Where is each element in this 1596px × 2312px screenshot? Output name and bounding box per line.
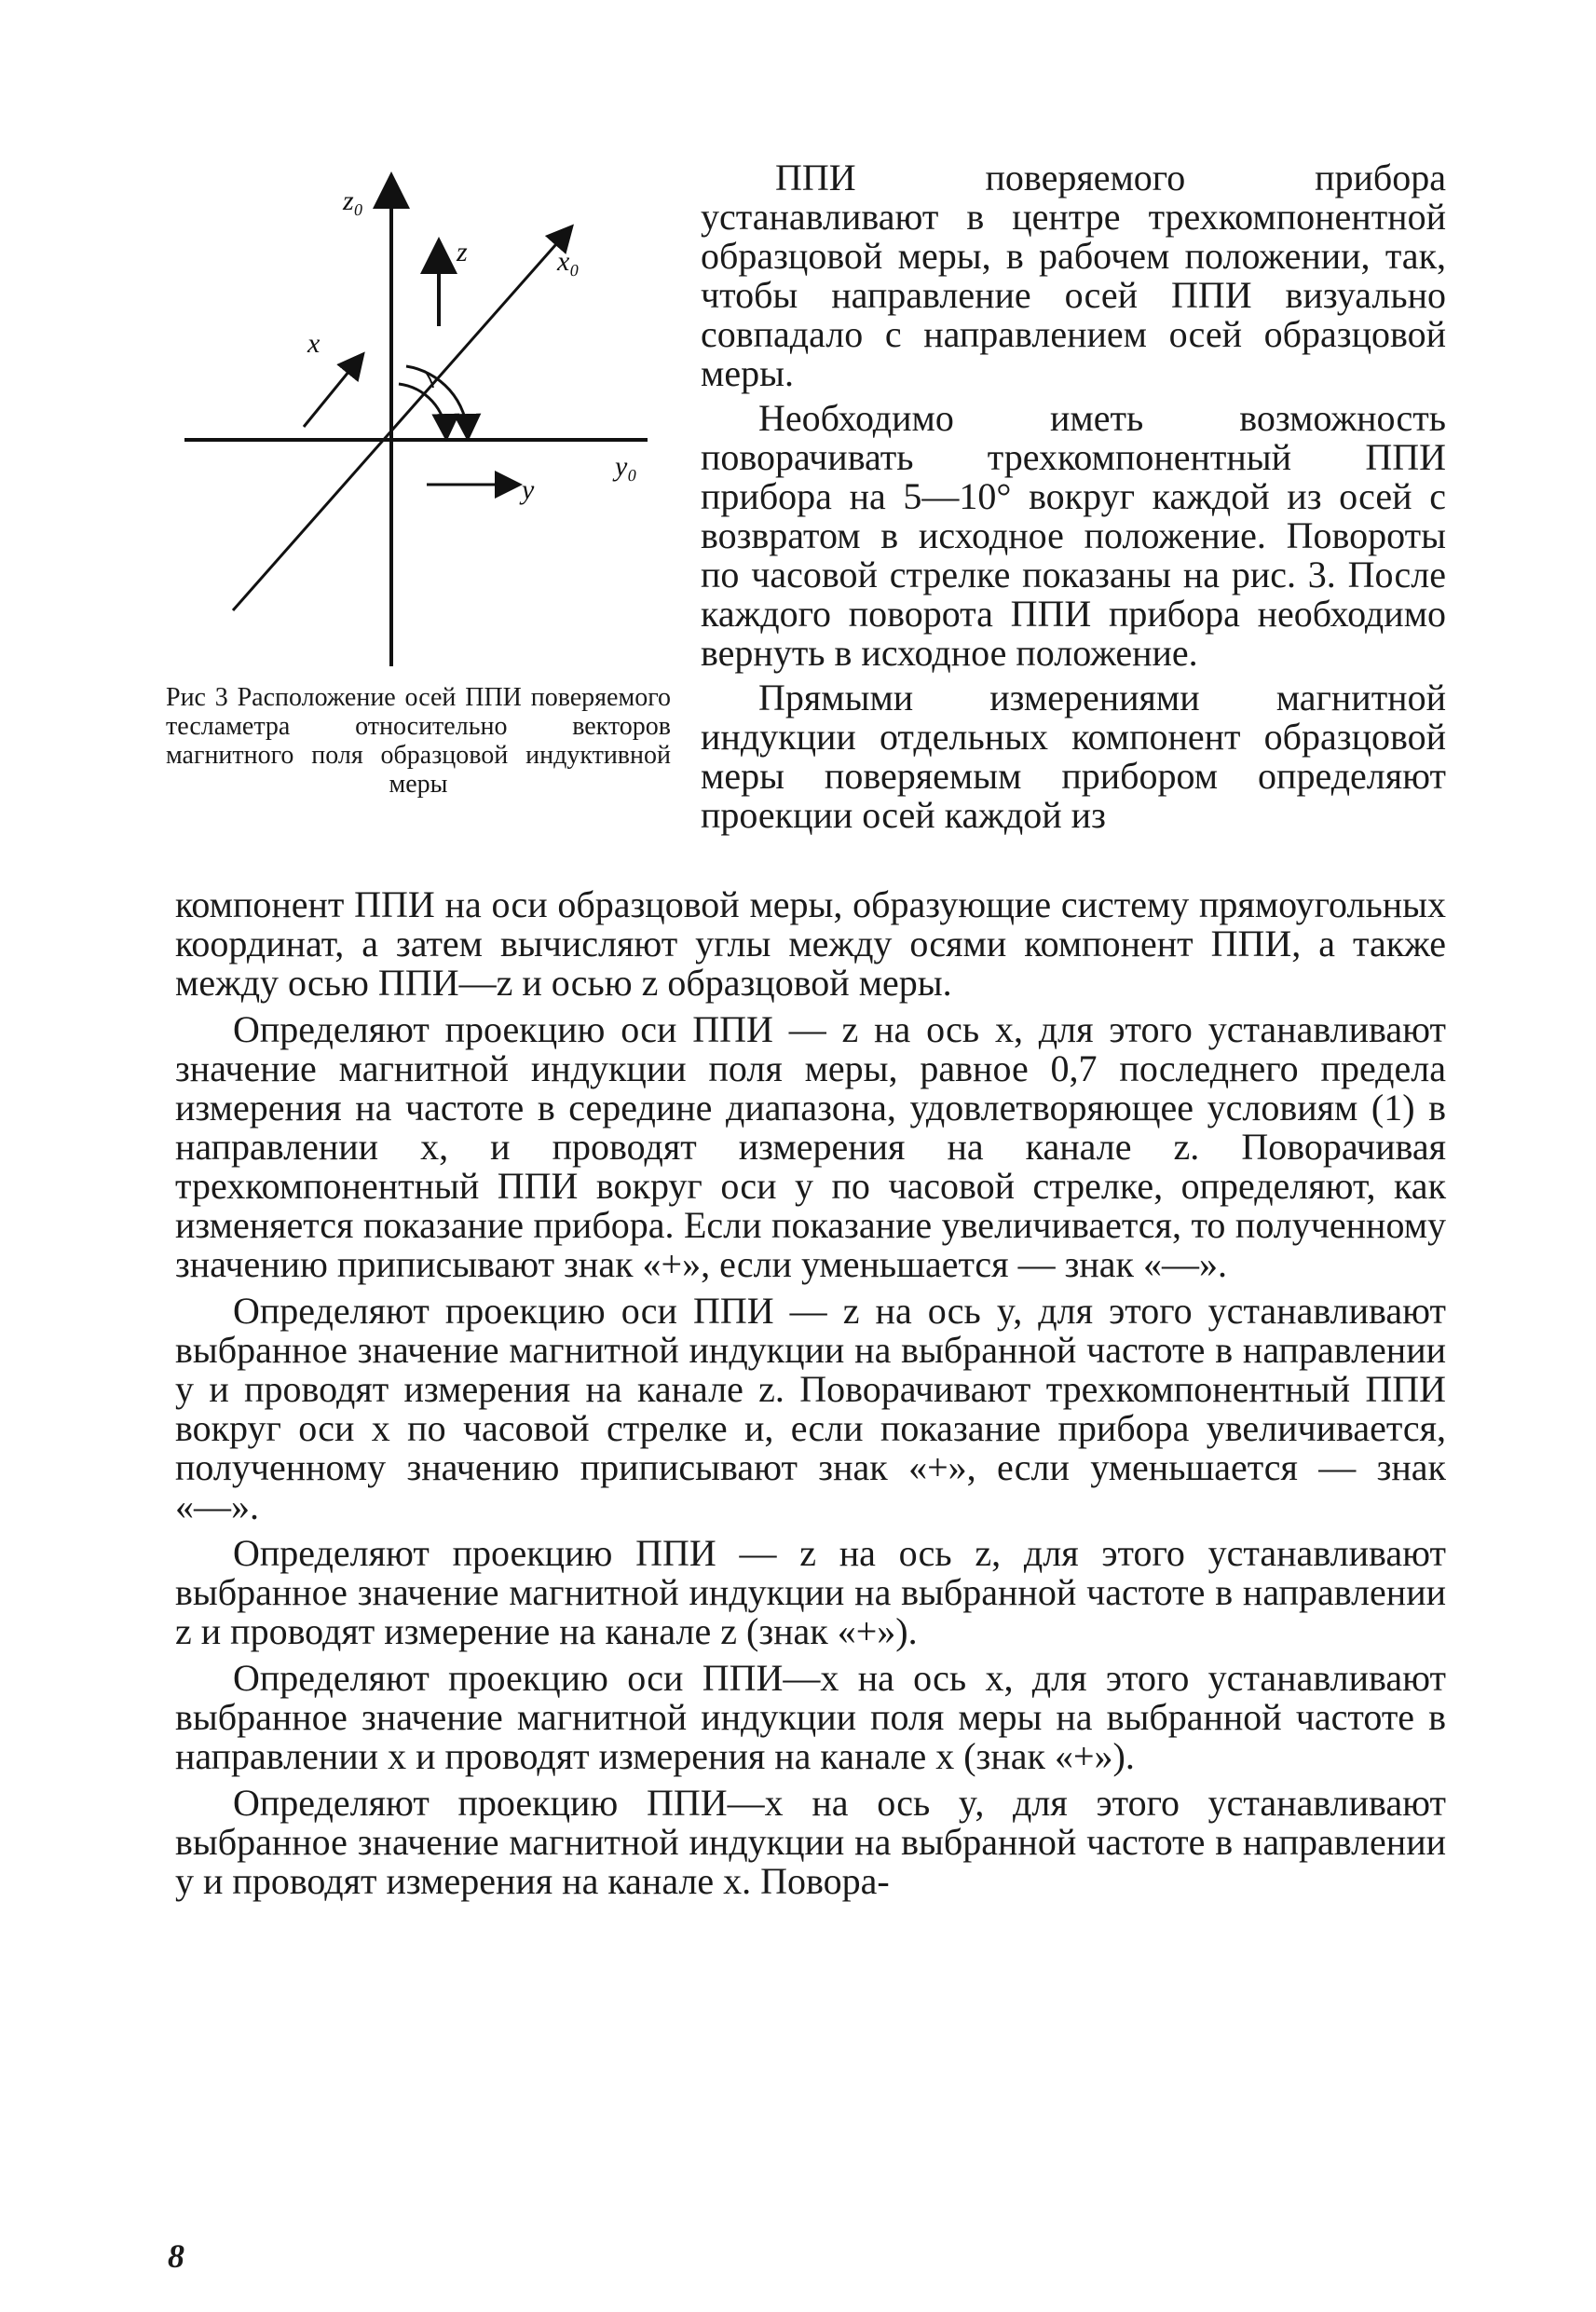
paragraph: Определяют проекцию оси ППИ — z на ось y, для этого устанавливают выбранное значение магнитной индукции на выбранной частоте в направлении y и проводят измерения на канале z. Поворачивают трехкомпонентный ППИ вокруг оси x по часовой стрелке и, если показание прибора увеличивается, полученному значению приписывают знак «+», если уменьшается — знак «—». xyxy=(175,1290,1446,1527)
y-label: y xyxy=(522,474,535,505)
paragraph: Необходимо иметь возможность поворачивать трехкомпонентный ППИ прибора на 5—10° вокруг каждой из осей с возвратом в исходное положение. Повороты по часовой стрелке показаны на рис. 3. После каждого поворота ППИ прибора необходимо вернуть в исходное положение. xyxy=(701,397,1446,674)
page-number: 8 xyxy=(168,2237,184,2275)
rotation-arc-outer xyxy=(406,366,468,436)
paragraph: Определяют проекцию оси ППИ—x на ось x, для этого устанавливают выбранное значение магнитной индукции поля меры на выбранной частоте в направлении x и проводят измерения на канале x (знак «+»). xyxy=(175,1657,1446,1777)
z-label: z xyxy=(457,237,468,267)
z0-label: z₀ xyxy=(343,185,364,216)
paragraph: Определяют проекцию ППИ — z на ось z, для этого устанавливают выбранное значение магнитной индукции на выбранной частоте в направлении z и проводят измерение на канале z (знак «+»). xyxy=(175,1532,1446,1652)
full-width-text xyxy=(175,885,1446,1908)
paragraph-split-start: Прямыми измерениями магнитной индукции отдельных компонент образцовой меры поверяемым прибором определяют проекции осей каждой из xyxy=(701,677,1446,836)
paragraph-split-end: компонент ППИ на оси образцовой меры, образующие систему прямоугольных координат, а затем вычисляют углы между осями компонент ППИ, а также между осью ППИ—z и осью z образцовой меры. xyxy=(175,883,1446,1004)
axes-diagram xyxy=(168,158,671,680)
figure-caption: Рис 3 Расположение осей ППИ поверяемого тесламетра относительно векторов магнитного поля образцовой индуктивной меры xyxy=(166,683,671,799)
x-label: x xyxy=(307,328,321,359)
x0-axis xyxy=(233,228,570,610)
paragraph: Определяют проекцию оси ППИ — z на ось x, для этого устанавливают значение магнитной индукции поля меры, равное 0,7 последнего предела измерения на частоте в середине диапазона, удовлетворяющее условиям (1) в направлении x, и проводят измерения на канале z. Поворачивая трехкомпонентный ППИ вокруг оси y по часовой стрелке, определяют, как изменяется показание прибора. Если показание увеличивается, то полученному значению приписывают знак «+», если уменьшается — знак «—». xyxy=(175,1008,1446,1285)
rotation-arc-inner xyxy=(399,384,446,436)
paragraph: Определяют проекцию ППИ—x на ось y, для этого устанавливают выбранное значение магнитной индукции на выбранной частоте в направлении y и проводят измерения на канале x. Повора- xyxy=(175,1782,1446,1902)
y0-label: y₀ xyxy=(615,451,637,482)
figure-axes-diagram xyxy=(168,158,671,680)
paragraph: ППИ поверяемого прибора устанавливают в центре трехкомпонентной образцовой меры, в рабочем положении, так, чтобы направление осей ППИ визуально совпадало с направлением осей образцовой меры. xyxy=(701,157,1446,394)
right-column-text xyxy=(701,158,1446,841)
x0-label: x₀ xyxy=(557,246,580,277)
x-vector-arrow xyxy=(304,356,361,427)
